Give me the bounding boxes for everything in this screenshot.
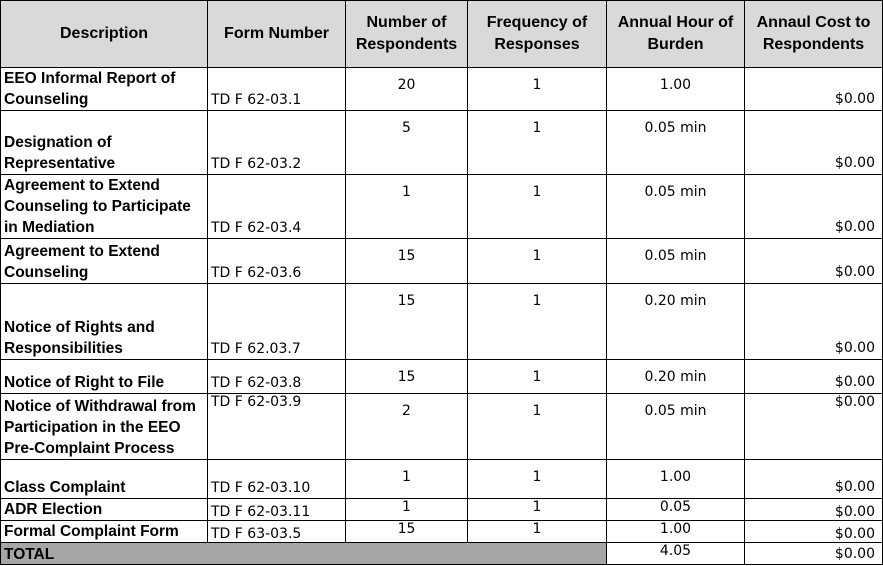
row-frequency: 1 <box>468 521 607 543</box>
table-row <box>1 360 883 394</box>
row-description: Agreement to Extend Counseling <box>1 239 208 284</box>
row-description: Agreement to Extend Counseling to Participate in Mediation <box>1 175 208 239</box>
row-burden: 1.00 <box>607 460 745 499</box>
row-cost: $0.00 <box>745 360 883 394</box>
table-row <box>1 239 883 284</box>
row-burden: 0.20 min <box>607 360 745 394</box>
row-form-number: TD F 62-03.4 <box>208 175 346 239</box>
row-description: Notice of Rights and Responsibilities <box>1 284 208 360</box>
header-burden: Annual Hour of Burden <box>607 1 745 68</box>
table-row <box>1 521 883 543</box>
row-respondents: 15 <box>346 239 468 284</box>
row-form-number: TD F 62-03.2 <box>208 111 346 175</box>
row-burden: 0.05 <box>607 499 745 521</box>
row-form-number: TD F 62-03.11 <box>208 499 346 521</box>
row-frequency: 1 <box>468 111 607 175</box>
row-burden: 0.05 min <box>607 394 745 460</box>
header-frequency: Frequency of Responses <box>468 1 607 68</box>
row-form-number: TD F 62.03.7 <box>208 284 346 360</box>
row-description: Class Complaint <box>1 460 208 499</box>
row-cost: $0.00 <box>745 175 883 239</box>
row-form-number: TD F 62-03.9 <box>208 394 346 460</box>
row-cost: $0.00 <box>745 239 883 284</box>
row-form-number: TD F 62-03.1 <box>208 68 346 111</box>
row-form-number: TD F 62-03.8 <box>208 360 346 394</box>
row-burden: 0.05 min <box>607 175 745 239</box>
row-description: Notice of Right to File <box>1 360 208 394</box>
row-respondents: 20 <box>346 68 468 111</box>
header-respondents: Number of Respondents <box>346 1 468 68</box>
table-row <box>1 68 883 111</box>
row-cost: $0.00 <box>745 460 883 499</box>
row-description: Designation of Representative <box>1 111 208 175</box>
row-respondents: 1 <box>346 460 468 499</box>
row-frequency: 1 <box>468 284 607 360</box>
row-frequency: 1 <box>468 68 607 111</box>
row-frequency: 1 <box>468 460 607 499</box>
row-burden: 0.05 min <box>607 111 745 175</box>
total-row <box>1 543 883 565</box>
row-cost: $0.00 <box>745 521 883 543</box>
row-burden: 1.00 <box>607 68 745 111</box>
row-description: Notice of Withdrawal from Participation in the EEO Pre-Complaint Process <box>1 394 208 460</box>
row-cost: $0.00 <box>745 394 883 460</box>
table-row <box>1 460 883 499</box>
total-cost: $0.00 <box>745 543 883 565</box>
header-form-number: Form Number <box>208 1 346 68</box>
row-frequency: 1 <box>468 394 607 460</box>
row-respondents: 2 <box>346 394 468 460</box>
table-row <box>1 111 883 175</box>
row-description: Formal Complaint Form <box>1 521 208 543</box>
total-label: TOTAL <box>1 543 607 565</box>
table-row <box>1 175 883 239</box>
row-frequency: 1 <box>468 360 607 394</box>
header-cost: Annaul Cost to Respondents <box>745 1 883 68</box>
row-respondents: 1 <box>346 499 468 521</box>
total-burden: 4.05 <box>607 543 745 565</box>
row-cost: $0.00 <box>745 68 883 111</box>
row-form-number: TD F 62-03.6 <box>208 239 346 284</box>
row-cost: $0.00 <box>745 499 883 521</box>
row-frequency: 1 <box>468 499 607 521</box>
table-row <box>1 284 883 360</box>
row-burden: 1.00 <box>607 521 745 543</box>
table-row <box>1 394 883 460</box>
header-description: Description <box>1 1 208 68</box>
header-row <box>1 1 883 68</box>
row-description: ADR Election <box>1 499 208 521</box>
row-respondents: 15 <box>346 521 468 543</box>
row-form-number: TD F 62-03.10 <box>208 460 346 499</box>
row-respondents: 15 <box>346 284 468 360</box>
row-respondents: 15 <box>346 360 468 394</box>
row-cost: $0.00 <box>745 111 883 175</box>
table-row <box>1 499 883 521</box>
row-burden: 0.05 min <box>607 239 745 284</box>
row-burden: 0.20 min <box>607 284 745 360</box>
row-respondents: 5 <box>346 111 468 175</box>
row-description: EEO Informal Report of Counseling <box>1 68 208 111</box>
row-frequency: 1 <box>468 175 607 239</box>
row-cost: $0.00 <box>745 284 883 360</box>
row-form-number: TD F 63-03.5 <box>208 521 346 543</box>
row-respondents: 1 <box>346 175 468 239</box>
row-frequency: 1 <box>468 239 607 284</box>
